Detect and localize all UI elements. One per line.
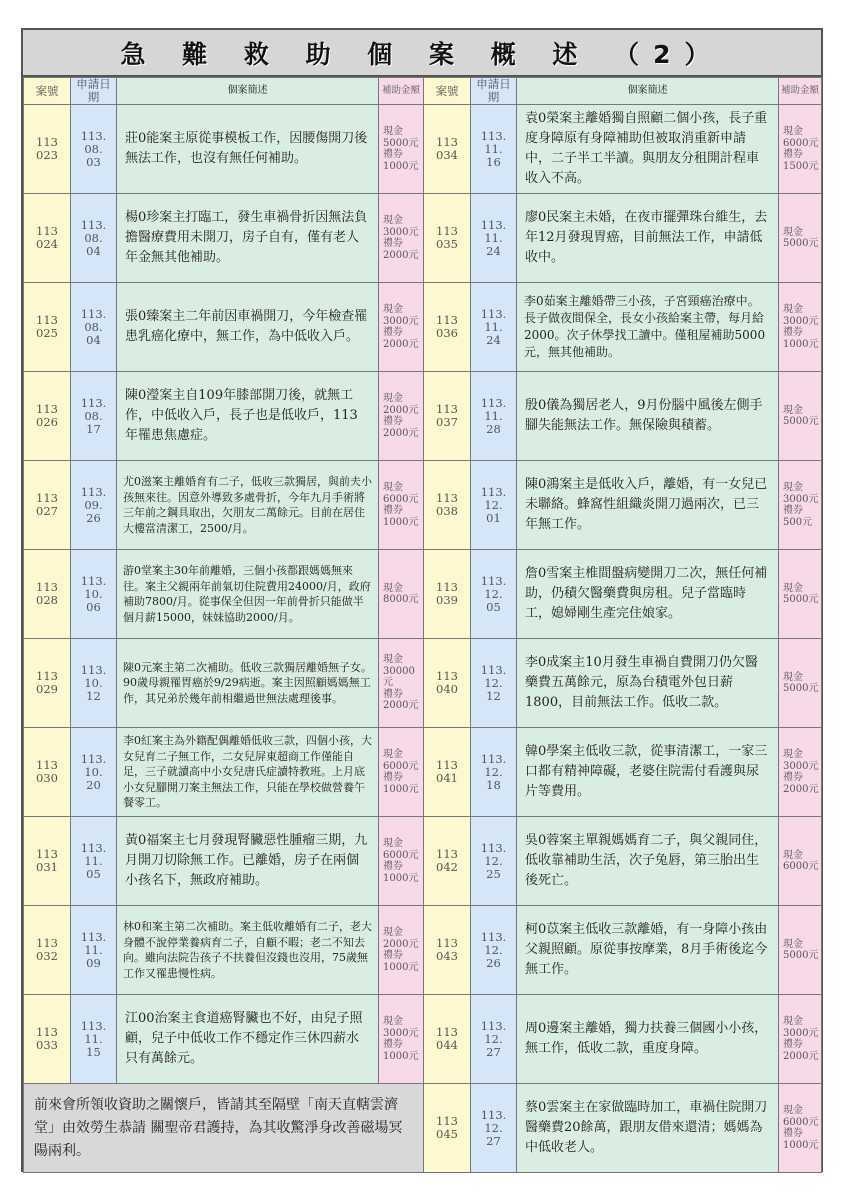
case-number: 113 024 [24, 194, 71, 283]
aid-amount: 現金 5000元 [779, 906, 822, 995]
case-summary: 陳0鴻案主是低收入戶，離婚，有一女兒已未聯絡。蜂窩性組織炎開刀過兩次，已三年無工作。 [517, 461, 779, 550]
aid-amount: 現金 3000元 禮券 2000元 [379, 283, 424, 372]
header-amount: 補助金額 [779, 78, 822, 105]
document-page [21, 28, 823, 1172]
case-summary: 韓0學案主低收三款，從事清潔工，一家三口都有精神障礙，老婆住院需付看護與尿片等費用。 [517, 728, 779, 817]
header-apply-date: 申請日期 [71, 78, 117, 105]
apply-date: 113. 12. 27 [471, 1084, 517, 1173]
aid-amount: 現金 6000元 [779, 817, 822, 906]
apply-date: 113. 11. 16 [471, 105, 517, 194]
table-row [24, 461, 822, 550]
apply-date: 113. 08. 03 [71, 105, 117, 194]
aid-amount: 現金 5000元 [779, 639, 822, 728]
apply-date: 113. 08. 17 [71, 372, 117, 461]
case-number: 113 033 [24, 995, 71, 1084]
aid-amount: 現金 3000元 禮券 2000元 [379, 194, 424, 283]
apply-date: 113. 10. 06 [71, 550, 117, 639]
header-case-no: 案號 [24, 78, 71, 105]
case-number: 113 034 [424, 105, 471, 194]
case-table [23, 77, 822, 1173]
case-number: 113 031 [24, 817, 71, 906]
case-summary: 楊0珍案主打臨工，發生車禍骨折因無法負擔醫療費用未開刀，房子自有，僅有老人年金無其他補助。 [117, 194, 379, 283]
case-number: 113 045 [424, 1084, 471, 1173]
case-number: 113 043 [424, 906, 471, 995]
aid-amount: 現金 3000元 禮券 1000元 [379, 995, 424, 1084]
apply-date: 113. 11. 28 [471, 372, 517, 461]
apply-date: 113. 12. 18 [471, 728, 517, 817]
apply-date: 113. 08. 04 [71, 194, 117, 283]
case-summary: 李0茹案主離婚帶三小孩，子宮頸癌治療中。長子做夜間保全，長女小孩給案主帶，每月給2000。次子休學找工讀中。僅租屋補助5000元，無其他補助。 [517, 283, 779, 372]
case-number: 113 040 [424, 639, 471, 728]
page-title: 急 難 救 助 個 案 概 述 （2） [23, 30, 821, 77]
aid-amount: 現金 3000元 禮券 2000元 [779, 995, 822, 1084]
case-summary: 袁0榮案主離婚獨自照顧二個小孩，長子重度身障原有身障補助但被取消重新申請中，二子半工半讀。與朋友分租開計程車收入不高。 [517, 105, 779, 194]
aid-amount: 現金 6000元 禮券 1000元 [379, 817, 424, 906]
case-summary: 吳0蓉案主單親媽媽育二子，與父親同住，低收靠補助生活，次子兔唇，第三胎出生後死亡。 [517, 817, 779, 906]
case-summary: 李0成案主10月發生車禍自費開刀仍欠醫藥費五萬餘元，原為台積電外包日薪1800，目前無法工作。低收二款。 [517, 639, 779, 728]
case-summary: 蔡0雲案主在家做臨時加工，車禍住院開刀醫藥費20餘萬，跟朋友借來還清；媽媽為中低收老人。 [517, 1084, 779, 1173]
header-apply-date: 申請日期 [471, 78, 517, 105]
case-number: 113 027 [24, 461, 71, 550]
case-summary: 殷0儀為獨居老人，9月份腦中風後左側手腳失能無法工作。無保險與積蓄。 [517, 372, 779, 461]
case-summary: 黃0福案主七月發現腎臟惡性腫瘤三期，九月開刀切除無工作。已離婚，房子在兩個小孩名下，無政府補助。 [117, 817, 379, 906]
aid-amount: 現金 6000元 禮券 1000元 [379, 728, 424, 817]
case-summary: 江00治案主食道癌腎臟也不好，由兒子照顧，兒子中低收工作不穩定作三休四薪水只有萬餘元。 [117, 995, 379, 1084]
header-summary: 個案簡述 [117, 78, 379, 105]
case-summary: 尤0滋案主離婚育有二子，低收三款獨居，與前夫小孩無來往。因意外導致多處骨折，今年九月手術將三年前之鋼具取出，欠朋友二萬餘元。目前在居住大樓當清潔工，2500/月。 [117, 461, 379, 550]
aid-amount: 現金 2000元 禮券 2000元 [379, 372, 424, 461]
apply-date: 113. 11. 09 [71, 906, 117, 995]
aid-amount: 現金 3000元 禮券 1000元 [779, 283, 822, 372]
case-summary: 周0邊案主離婚，獨力扶養三個國小小孩，無工作，低收二款，重度身障。 [517, 995, 779, 1084]
case-number: 113 039 [424, 550, 471, 639]
table-row [24, 283, 822, 372]
footer-note: 前來會所領收資助之關懷戶，皆請其至隔壁「南天直轄雲濟堂」由效勞生恭請 關聖帝君護持，為其收驚淨身改善磁場冥陽兩利。 [24, 1084, 424, 1173]
table-row [24, 728, 822, 817]
case-summary: 張0臻案主二年前因車禍開刀，今年檢查罹患乳癌化療中，無工作，為中低收入戶。 [117, 283, 379, 372]
aid-amount: 現金 3000元 禮券 500元 [779, 461, 822, 550]
case-summary: 李0紅案主為外籍配偶離婚低收三款，四個小孩，大女兒育二子無工作，二女兒屏東超商工作僅能自足，三子就讀高中小女兒唐氏症讀特教班。上月底小女兒腳開刀案主無法工作，只能在學校做營養午餐零工。 [117, 728, 379, 817]
aid-amount: 現金 6000元 禮券 1500元 [779, 105, 822, 194]
case-number: 113 029 [24, 639, 71, 728]
case-number: 113 038 [424, 461, 471, 550]
table-row [24, 372, 822, 461]
aid-amount: 現金 5000元 禮券 1000元 [379, 105, 424, 194]
header-amount: 補助金額 [379, 78, 424, 105]
table-row [24, 817, 822, 906]
case-number: 113 030 [24, 728, 71, 817]
case-number: 113 028 [24, 550, 71, 639]
aid-amount: 現金 6000元 禮券 1000元 [379, 461, 424, 550]
table-row [24, 194, 822, 283]
case-summary: 陳0元案主第二次補助。低收三款獨居離婚無子女。90歲母親罹胃癌於9/29病逝。案主因照顧媽媽無工作，其兄弟於幾年前相繼過世無法處理後事。 [117, 639, 379, 728]
apply-date: 113. 10. 20 [71, 728, 117, 817]
case-summary: 詹0雪案主椎間盤病變開刀二次，無任何補助，仍積欠醫藥費與房租。兒子當臨時工，媳婦剛生產完住娘家。 [517, 550, 779, 639]
apply-date: 113. 11. 24 [471, 283, 517, 372]
header-summary: 個案簡述 [517, 78, 779, 105]
case-summary: 游0堂案主30年前離婚，三個小孩都跟媽媽無來往。案主父親兩年前氣切住院費用24000/月，政府補助7800/月。從事保全但因一年前骨折只能做半個月薪15000，妹妹協助2000/月。 [117, 550, 379, 639]
case-number: 113 041 [424, 728, 471, 817]
case-summary: 莊0能案主原從事模板工作，因腰傷開刀後無法工作，也沒有無任何補助。 [117, 105, 379, 194]
aid-amount: 現金 2000元 禮券 1000元 [379, 906, 424, 995]
apply-date: 113. 11. 15 [71, 995, 117, 1084]
aid-amount: 現金 30000元 禮券 2000元 [379, 639, 424, 728]
case-summary: 陳0瀅案主自109年膝部開刀後，就無工作，中低收入戶，長子也是低收戶，113年罹患焦慮症。 [117, 372, 379, 461]
case-summary: 廖0民案主未婚，在夜市擺彈珠台維生，去年12月發現胃癌，目前無法工作，申請低收中。 [517, 194, 779, 283]
case-number: 113 025 [24, 283, 71, 372]
table-row [24, 639, 822, 728]
apply-date: 113. 12. 27 [471, 995, 517, 1084]
case-number: 113 026 [24, 372, 71, 461]
apply-date: 113. 11. 05 [71, 817, 117, 906]
aid-amount: 現金 8000元 [379, 550, 424, 639]
table-row [24, 550, 822, 639]
case-number: 113 032 [24, 906, 71, 995]
apply-date: 113. 12. 12 [471, 639, 517, 728]
case-summary: 柯0苡案主低收三款離婚，有一身障小孩由父親照顧。原從事按摩業，8月手術後迄今無工作。 [517, 906, 779, 995]
header-case-no: 案號 [424, 78, 471, 105]
apply-date: 113. 10. 12 [71, 639, 117, 728]
apply-date: 113. 12. 25 [471, 817, 517, 906]
table-row [24, 906, 822, 995]
aid-amount: 現金 3000元 禮券 2000元 [779, 728, 822, 817]
aid-amount: 現金 5000元 [779, 194, 822, 283]
table-row [24, 105, 822, 194]
case-number: 113 037 [424, 372, 471, 461]
table-row [24, 1084, 822, 1173]
apply-date: 113. 12. 01 [471, 461, 517, 550]
case-summary: 林0和案主第二次補助。案主低收離婚有二子，老大身體不說停業養病育二子，自顧不暇；老二不知去向。雖向法院告孩子不扶養但沒錢也沒用，75歲無工作又罹患慢性病。 [117, 906, 379, 995]
apply-date: 113. 11. 24 [471, 194, 517, 283]
case-number: 113 044 [424, 995, 471, 1084]
aid-amount: 現金 6000元 禮券 1000元 [779, 1084, 822, 1173]
apply-date: 113. 08. 04 [71, 283, 117, 372]
case-number: 113 036 [424, 283, 471, 372]
case-number: 113 023 [24, 105, 71, 194]
case-number: 113 035 [424, 194, 471, 283]
table-row [24, 995, 822, 1084]
apply-date: 113. 12. 05 [471, 550, 517, 639]
apply-date: 113. 09. 26 [71, 461, 117, 550]
case-number: 113 042 [424, 817, 471, 906]
aid-amount: 現金 5000元 [779, 550, 822, 639]
apply-date: 113. 12. 26 [471, 906, 517, 995]
aid-amount: 現金 5000元 [779, 372, 822, 461]
header-row [24, 78, 822, 105]
